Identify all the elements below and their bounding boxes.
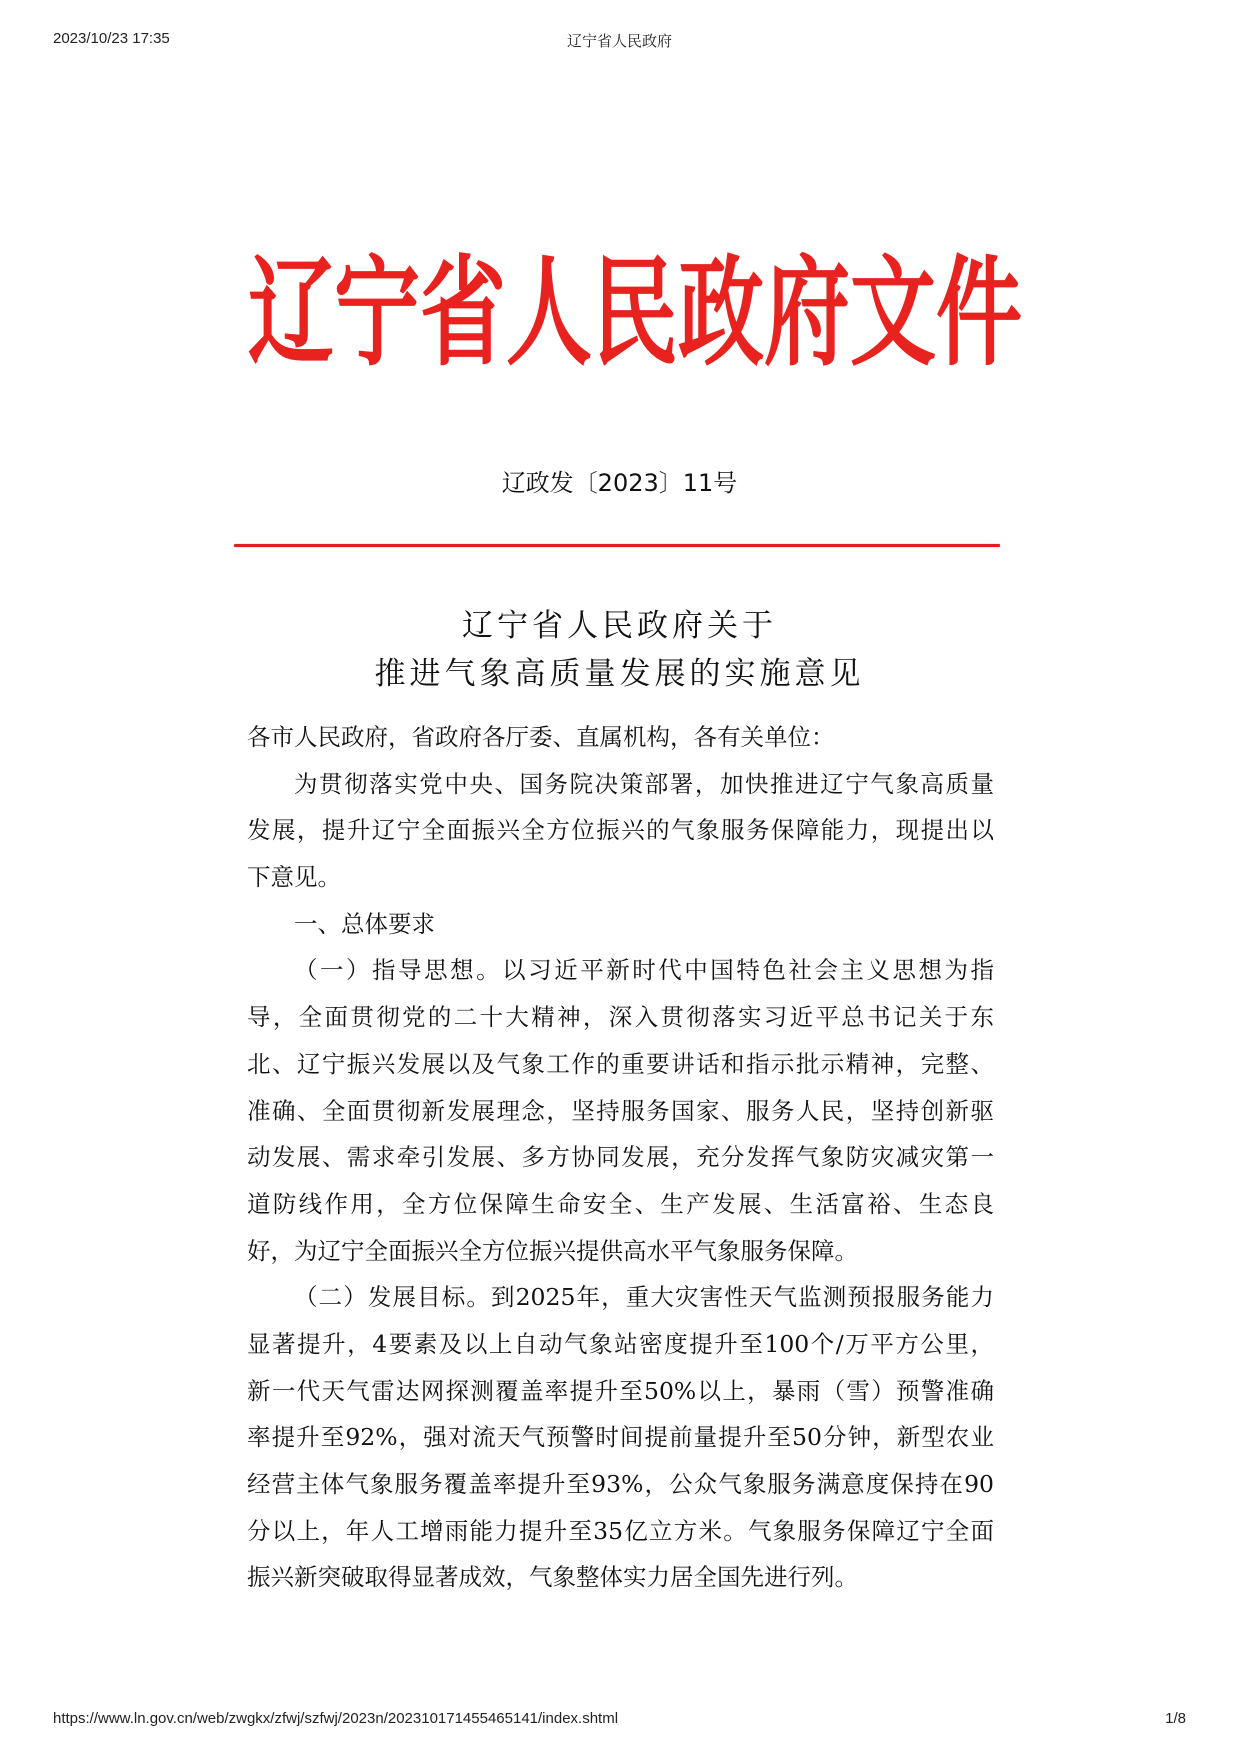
- body-line: 道防线作用，全方位保障生命安全、生产发展、生活富裕、生态良: [247, 1189, 994, 1218]
- document-number: 辽政发〔2023〕11号: [501, 469, 738, 497]
- masthead-char: 宁: [334, 245, 420, 383]
- body-line: 动发展、需求牵引发展、多方协同发展，充分发挥气象防灾减灾第一: [247, 1143, 994, 1172]
- document-title-line-2: 推进气象高质量发展的实施意见: [374, 656, 865, 692]
- red-separator-rule: [234, 544, 1000, 547]
- masthead-char: 人: [506, 245, 592, 383]
- body-line: 显著提升，4要素及以上自动气象站密度提升至100个/万平方公里，: [247, 1329, 994, 1358]
- body-line: 分以上，年人工增雨能力提升至35亿立方米。气象服务保障辽宁全面: [247, 1516, 994, 1545]
- document-title-line-1: 辽宁省人民政府关于: [462, 608, 777, 644]
- masthead-char: 辽: [248, 245, 334, 383]
- masthead-char: 民: [592, 245, 678, 383]
- document-body: [247, 714, 994, 1601]
- body-line: 北、辽宁振兴发展以及气象工作的重要讲话和指示批示精神，完整、: [247, 1049, 994, 1078]
- body-line: （一）指导思想。以习近平新时代中国特色社会主义思想为指: [294, 956, 994, 985]
- document-masthead: [248, 245, 1022, 383]
- body-line: 准确、全面贯彻新发展理念，坚持服务国家、服务人民，坚持创新驱: [247, 1096, 994, 1125]
- masthead-char: 政: [678, 245, 764, 383]
- body-line: 各市人民政府，省政府各厅委、直属机构，各有关单位：: [247, 723, 835, 751]
- body-line: 新一代天气雷达网探测覆盖率提升至50%以上，暴雨（雪）预警准确: [247, 1376, 994, 1405]
- body-line: 发展，提升辽宁全面振兴全方位振兴的气象服务保障能力，现提出以: [247, 816, 994, 845]
- body-line: 下意见。: [247, 863, 341, 892]
- print-source-url: https://www.ln.gov.cn/web/zwgkx/zfwj/szfwj/2023n/202310171455465141/index.shtml: [53, 1710, 619, 1727]
- body-line: 好，为辽宁全面振兴全方位振兴提供高水平气象服务保障。: [247, 1236, 858, 1265]
- body-line: 经营主体气象服务覆盖率提升至93%，公众气象服务满意度保持在90: [247, 1470, 994, 1498]
- body-line: （二）发展目标。到2025年，重大灾害性天气监测预报服务能力: [294, 1283, 994, 1312]
- masthead-char: 省: [420, 245, 506, 383]
- print-page-indicator: 1/8: [1165, 1710, 1186, 1727]
- masthead-char: 件: [936, 245, 1022, 383]
- masthead-char: 文: [850, 245, 936, 383]
- body-line: 一、总体要求: [294, 909, 435, 938]
- body-line: 为贯彻落实党中央、国务院决策部署，加快推进辽宁气象高质量: [294, 769, 994, 798]
- body-line: 率提升至92%，强对流天气预警时间提前量提升至50分钟，新型农业: [247, 1423, 994, 1452]
- print-datetime: 2023/10/23 17:35: [53, 30, 170, 47]
- body-line: 导，全面贯彻党的二十大精神，深入贯彻落实习近平总书记关于东: [247, 1003, 994, 1032]
- print-page-title: 辽宁省人民政府: [566, 32, 672, 50]
- masthead-char: 府: [764, 245, 850, 383]
- body-line: 振兴新突破取得显著成效，气象整体实力居全国先进行列。: [247, 1563, 858, 1592]
